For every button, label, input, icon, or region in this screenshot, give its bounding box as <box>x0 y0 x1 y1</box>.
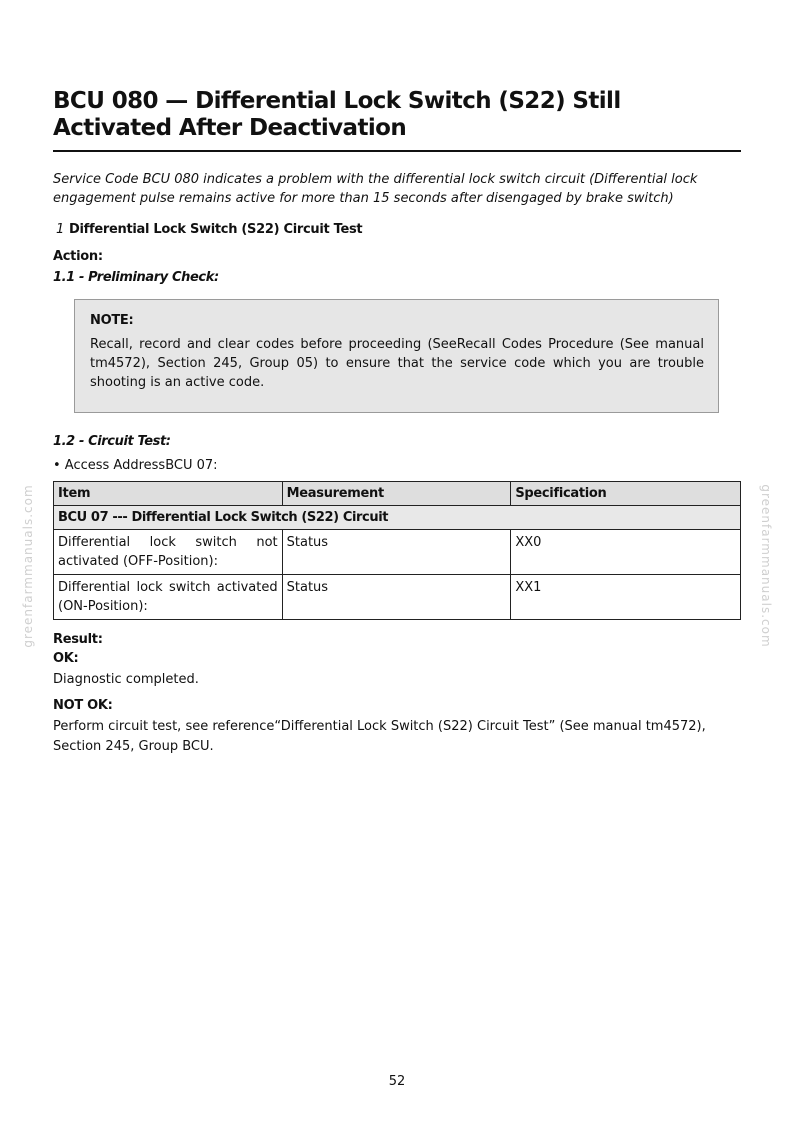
table-row <box>54 530 741 575</box>
step-number: 1 <box>56 222 64 237</box>
preliminary-heading: 1.1 - Preliminary Check: <box>53 270 219 285</box>
action-label: Action: <box>53 249 103 264</box>
note-box <box>74 299 719 413</box>
table-group-row <box>54 506 741 530</box>
step-heading <box>53 222 741 237</box>
group-label: BCU 07 --- Differential Lock Switch (S22) Circuit <box>54 506 741 530</box>
header-specification: Specification <box>511 482 741 506</box>
row-measurement: Status <box>282 575 511 620</box>
ok-text: Diagnostic completed. <box>53 672 199 687</box>
row-specification: XX1 <box>511 575 741 620</box>
note-text: Recall, record and clear codes before proceeding (SeeRecall Codes Procedure (See manual tm4572), Section 245, Group 05) to ensure that the service code which you are trouble shooting is an active code. <box>90 337 704 390</box>
watermark-left: greenfarmmanuals.com <box>21 484 35 648</box>
note-title: NOTE: <box>90 313 134 328</box>
table-header-row <box>54 482 741 506</box>
result-label: Result: <box>53 632 103 647</box>
watermark-right: greenfarmmanuals.com <box>759 484 773 648</box>
header-item: Item <box>54 482 283 506</box>
step-title: Differential Lock Switch (S22) Circuit Test <box>68 222 363 237</box>
ok-label: OK: <box>53 651 79 666</box>
access-address-bullet: • Access AddressBCU 07: <box>53 458 218 473</box>
notok-text: Perform circuit test, see reference“Differential Lock Switch (S22) Circuit Test” (See manual tm4572), Section 245, Group BCU. <box>53 719 706 754</box>
notok-label: NOT OK: <box>53 698 113 713</box>
row-item: Differential lock switch activated (ON-Position): <box>54 575 283 620</box>
page-title: BCU 080 — Differential Lock Switch (S22) Still Activated After Deactivation <box>53 88 741 152</box>
row-measurement: Status <box>282 530 511 575</box>
row-item: Differential lock switch not activated (OFF-Position): <box>54 530 283 575</box>
page-number: 52 <box>388 1074 406 1089</box>
header-measurement: Measurement <box>282 482 511 506</box>
table-row <box>54 575 741 620</box>
intro-text: Service Code BCU 080 indicates a problem with the differential lock switch circuit (Differential lock engagement pulse remains active for more than 15 seconds after disengaged by brake switch) <box>53 172 698 206</box>
document-page <box>53 88 741 757</box>
circuit-test-heading: 1.2 - Circuit Test: <box>53 434 171 449</box>
measurement-table <box>53 481 741 620</box>
row-specification: XX0 <box>511 530 741 575</box>
